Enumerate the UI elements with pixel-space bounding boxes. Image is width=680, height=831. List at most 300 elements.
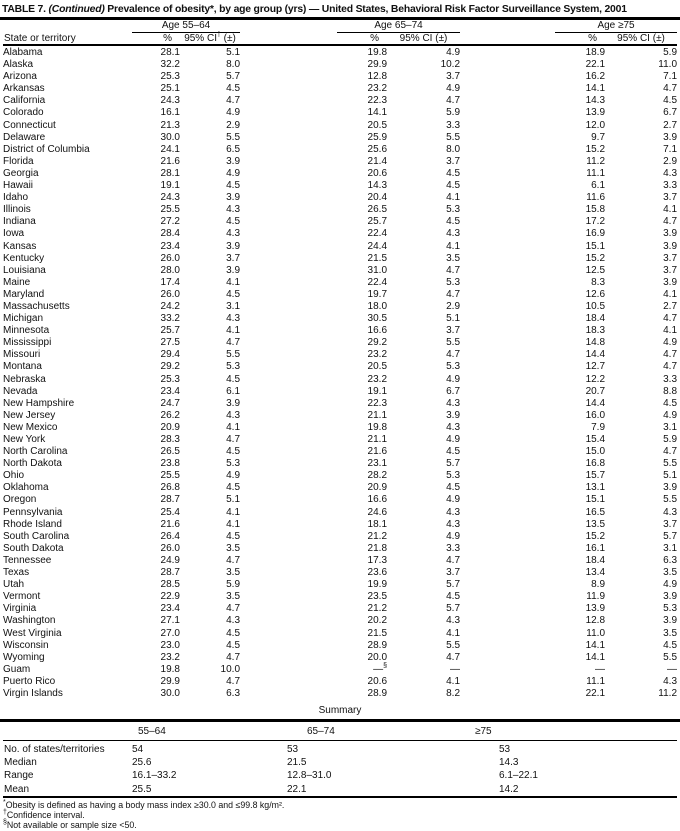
ci-65-74-cell: 3.7 xyxy=(446,71,461,83)
ci-75plus-cell: 6.7 xyxy=(663,107,678,119)
pct-55-64-cell: 26.0 xyxy=(160,542,180,554)
pct-65-74-cell: 23.2 xyxy=(367,349,388,361)
spacer-cell xyxy=(240,458,337,470)
ci-55-64-cell: 3.7 xyxy=(226,252,241,264)
ci-75plus-cell: 3.7 xyxy=(663,252,678,264)
state-cell: Alabama xyxy=(3,47,43,58)
pct-55-64-cell: 28.1 xyxy=(160,47,180,58)
pct-55-64-cell: 25.4 xyxy=(160,506,180,518)
table-row xyxy=(3,132,677,144)
spacer-cell xyxy=(460,640,555,652)
ci-55-64-cell: 4.5 xyxy=(226,180,241,192)
pct-55-64-cell: 22.9 xyxy=(160,591,180,603)
ci-75plus-cell: 4.7 xyxy=(663,83,678,95)
table-row xyxy=(3,216,677,228)
table-row xyxy=(3,470,677,482)
spacer-cell xyxy=(460,253,555,265)
pct-65-74-cell: 24.6 xyxy=(367,506,388,518)
table-row xyxy=(3,398,677,410)
ci-55-64-cell: 6.1 xyxy=(226,385,241,397)
spacer-cell xyxy=(240,519,337,531)
table-row xyxy=(3,688,677,700)
state-cell: New Hampshire xyxy=(3,397,75,409)
pct-65-74-cell: 21.8 xyxy=(367,542,388,554)
ci-55-64-cell: 3.9 xyxy=(226,240,241,252)
state-cell: Iowa xyxy=(3,228,25,240)
pct-65-74-cell: 25.6 xyxy=(367,143,388,155)
ci-65-74-cell: 5.9 xyxy=(446,107,461,119)
summary-header-75plus: ≥75 xyxy=(499,722,677,741)
pct-65-74-cell: 21.5 xyxy=(367,252,388,264)
ci-75plus-cell: 4.7 xyxy=(663,361,678,373)
spacer-cell xyxy=(240,120,337,132)
ci-75plus-cell: 3.9 xyxy=(663,615,678,627)
pct-75plus-cell: 16.5 xyxy=(585,506,606,518)
footnote-not-available: §Not available or sample size <50. xyxy=(3,819,137,831)
ci-55-64-cell: 4.5 xyxy=(226,482,241,494)
pct-65-74-cell: 23.6 xyxy=(367,567,388,579)
pct-55-64-cell: 16.1 xyxy=(160,107,180,119)
spacer-cell xyxy=(460,59,555,71)
state-cell: Idaho xyxy=(3,192,29,204)
summary-55-64-cell: 25.5 xyxy=(132,783,287,797)
ci-55-64-cell: 2.9 xyxy=(226,119,241,131)
spacer-cell xyxy=(240,603,337,615)
state-column-header: State or territory xyxy=(3,33,132,45)
ci-65-74-cell: 3.5 xyxy=(446,252,461,264)
table-row xyxy=(3,652,677,664)
ci-65-74-cell: 4.5 xyxy=(446,167,461,179)
spacer-cell xyxy=(460,374,555,386)
pct-75plus-cell: 11.6 xyxy=(586,192,606,204)
pct-55-64-cell: 29.2 xyxy=(160,361,180,373)
ci-55-64-cell: 4.5 xyxy=(226,373,241,385)
pct-65-74-cell: 21.5 xyxy=(367,627,388,639)
spacer-cell xyxy=(240,482,337,494)
state-cell: Arkansas xyxy=(3,83,45,95)
table-row xyxy=(3,228,677,240)
state-cell: Massachusetts xyxy=(3,300,70,312)
ci-55-64-cell: 10.0 xyxy=(220,663,241,675)
pct-65-74-cell: 21.2 xyxy=(367,530,388,542)
ci-column-header-55-64: 95% CI† (±) xyxy=(180,33,240,45)
pct-65-74-cell: 23.5 xyxy=(367,591,388,603)
pct-75plus-cell: 11.1 xyxy=(586,675,606,687)
pct-55-64-cell: 23.4 xyxy=(160,603,180,615)
state-cell: Rhode Island xyxy=(3,518,62,530)
ci-55-64-cell: 3.9 xyxy=(226,192,241,204)
table-row xyxy=(3,579,677,591)
pct-column-header-75plus: % xyxy=(555,33,605,45)
spacer-cell xyxy=(240,446,337,458)
ci-55-64-cell: 8.0 xyxy=(226,59,241,71)
pct-75plus-cell: 9.7 xyxy=(591,131,606,143)
ci-65-74-cell: 4.9 xyxy=(446,494,461,506)
state-cell: Illinois xyxy=(3,204,31,216)
state-cell: Kentucky xyxy=(3,252,45,264)
pct-65-74-cell: 25.9 xyxy=(367,131,388,143)
spacer-cell xyxy=(240,204,337,216)
pct-65-74-cell: 22.4 xyxy=(367,228,388,240)
ci-75plus-cell: 4.7 xyxy=(663,349,678,361)
ci-75plus-cell: 7.1 xyxy=(663,71,678,83)
ci-55-64-cell: 3.5 xyxy=(226,542,241,554)
spacer-cell xyxy=(460,204,555,216)
ci-55-64-cell: 3.9 xyxy=(226,264,241,276)
pct-75plus-cell: 13.9 xyxy=(585,603,606,615)
state-cell: Colorado xyxy=(3,107,44,119)
ci-55-64-cell: 6.3 xyxy=(226,687,241,699)
age-group-header-row xyxy=(3,20,677,33)
pct-55-64-cell: 33.2 xyxy=(160,313,180,325)
spacer-cell xyxy=(240,664,337,676)
pct-75plus-cell: 11.9 xyxy=(586,591,606,603)
spacer-cell xyxy=(460,676,555,688)
ci-75plus-cell: 3.1 xyxy=(663,542,678,554)
pct-column-header-55-64: % xyxy=(132,33,180,45)
pct-55-64-cell: 24.9 xyxy=(160,554,180,566)
ci-65-74-cell: 6.7 xyxy=(446,385,461,397)
ci-65-74-cell: 5.3 xyxy=(446,361,461,373)
spacer-cell xyxy=(240,349,337,361)
table-row xyxy=(3,59,677,71)
state-cell: Kansas xyxy=(3,240,37,252)
spacer-cell xyxy=(460,446,555,458)
ci-55-64-cell: 4.7 xyxy=(226,603,241,615)
spacer-cell xyxy=(460,325,555,337)
pct-55-64-cell: 25.3 xyxy=(160,71,180,83)
spacer-cell xyxy=(460,95,555,107)
ci-65-74-cell: 3.7 xyxy=(446,567,461,579)
spacer-cell xyxy=(240,192,337,204)
spacer-cell xyxy=(240,107,337,119)
pct-75plus-cell: 7.9 xyxy=(591,421,606,433)
footnote-obesity-definition: *Obesity is defined as having a body mass index ≥30.0 and ≤99.8 kg/m². xyxy=(3,798,285,810)
table-row xyxy=(3,603,677,615)
table-row xyxy=(3,361,677,373)
state-cell: Nebraska xyxy=(3,373,46,385)
ci-75plus-cell: 3.3 xyxy=(663,373,678,385)
spacer-cell xyxy=(460,361,555,373)
ci-75plus-cell: 3.9 xyxy=(663,240,678,252)
pct-75plus-cell: 18.9 xyxy=(585,47,606,58)
spacer-cell xyxy=(460,410,555,422)
summary-table xyxy=(3,722,677,798)
spacer-cell xyxy=(460,507,555,519)
spacer-cell xyxy=(460,519,555,531)
table-row xyxy=(3,446,677,458)
spacer-cell xyxy=(460,482,555,494)
pct-65-74-cell: 26.5 xyxy=(367,204,388,216)
ci-65-74-cell: 3.3 xyxy=(446,119,461,131)
spacer-cell xyxy=(460,579,555,591)
spacer-cell xyxy=(240,71,337,83)
pct-55-64-cell: 24.1 xyxy=(160,143,180,155)
ci-65-74-cell: 4.7 xyxy=(446,288,461,300)
pct-65-74-cell: 24.4 xyxy=(367,240,388,252)
ci-55-64-cell: 5.3 xyxy=(226,458,241,470)
table-row xyxy=(3,313,677,325)
spacer-cell xyxy=(240,216,337,228)
pct-55-64-cell: 26.0 xyxy=(160,288,180,300)
spacer-cell xyxy=(240,688,337,700)
state-cell: Hawaii xyxy=(3,180,34,192)
pct-55-64-cell: 26.8 xyxy=(160,482,180,494)
pct-65-74-cell: 29.2 xyxy=(367,337,388,349)
pct-65-74-cell: 21.4 xyxy=(367,155,388,167)
ci-65-74-cell: 4.7 xyxy=(446,651,461,663)
pct-75plus-cell: 11.2 xyxy=(586,155,606,167)
continued-label: (Continued) xyxy=(48,4,105,15)
ci-75plus-cell: 4.9 xyxy=(663,579,678,591)
pct-55-64-cell: 24.3 xyxy=(160,192,180,204)
pct-55-64-cell: 21.6 xyxy=(160,155,180,167)
pct-65-74-cell: 28.9 xyxy=(367,639,388,651)
pct-55-64-cell: 29.4 xyxy=(160,349,180,361)
spacer-cell xyxy=(460,337,555,349)
state-cell: California xyxy=(3,95,46,107)
pct-75plus-cell: 6.1 xyxy=(591,180,606,192)
table-row xyxy=(3,349,677,361)
table-number: TABLE 7. xyxy=(2,4,46,15)
spacer-cell xyxy=(240,434,337,446)
table-row xyxy=(3,543,677,555)
summary-75plus-cell: 53 xyxy=(499,744,511,756)
pct-65-74-cell: 29.9 xyxy=(367,59,388,71)
ci-65-74-cell: 5.1 xyxy=(446,313,461,325)
ci-75plus-cell: 5.5 xyxy=(663,651,678,663)
state-cell: Maryland xyxy=(3,288,45,300)
spacer-cell xyxy=(240,95,337,107)
ci-65-74-cell: 5.3 xyxy=(446,204,461,216)
table-row xyxy=(3,434,677,446)
pct-75plus-cell: 13.9 xyxy=(585,107,606,119)
section-marker: § xyxy=(3,819,7,827)
pct-55-64-cell: 25.5 xyxy=(160,470,180,482)
ci-65-74-cell: 3.3 xyxy=(446,542,461,554)
ci-55-64-cell: 5.9 xyxy=(226,579,241,591)
table-title xyxy=(0,0,680,20)
pct-55-64-cell: 28.5 xyxy=(160,579,180,591)
state-cell: West Virginia xyxy=(3,627,62,639)
ci-75plus-cell: 4.9 xyxy=(663,337,678,349)
ci-75plus-cell: 4.7 xyxy=(663,313,678,325)
pct-65-74-cell: 23.1 xyxy=(367,458,388,470)
pct-55-64-cell: 26.0 xyxy=(160,252,180,264)
state-cell: Maine xyxy=(3,276,31,288)
ci-65-74-cell: 5.7 xyxy=(446,579,461,591)
ci-55-64-cell: 4.7 xyxy=(226,554,241,566)
footnote-confidence-interval: †Confidence interval. xyxy=(3,809,85,821)
ci-65-74-cell: 4.1 xyxy=(446,627,461,639)
state-cell: South Dakota xyxy=(3,542,64,554)
spacer-cell xyxy=(460,386,555,398)
ci-75plus-cell: 2.9 xyxy=(663,155,678,167)
ci-75plus-cell: 5.9 xyxy=(663,47,678,58)
state-cell: Wyoming xyxy=(3,651,45,663)
state-cell: Wisconsin xyxy=(3,639,49,651)
table-row xyxy=(3,410,677,422)
state-cell: Connecticut xyxy=(3,119,56,131)
summary-row xyxy=(3,741,677,757)
spacer-cell xyxy=(460,398,555,410)
ci-75plus-cell: 4.5 xyxy=(663,397,678,409)
spacer-cell xyxy=(240,410,337,422)
table-row xyxy=(3,567,677,579)
spacer-cell xyxy=(240,555,337,567)
spacer-cell xyxy=(460,591,555,603)
state-cell: North Carolina xyxy=(3,446,68,458)
age-group-55-64-header xyxy=(132,20,240,33)
ci-75plus-cell: 3.9 xyxy=(663,482,678,494)
age-group-75plus-label: Age ≥75 xyxy=(555,20,677,33)
summary-65-74-cell: 53 xyxy=(287,744,299,756)
ci-55-64-cell: 4.5 xyxy=(226,627,241,639)
spacer-cell xyxy=(240,374,337,386)
table-row xyxy=(3,168,677,180)
spacer-cell xyxy=(240,470,337,482)
state-cell: Pennsylvania xyxy=(3,506,63,518)
pct-55-64-cell: 24.3 xyxy=(160,95,180,107)
pct-75plus-cell: 11.0 xyxy=(586,627,606,639)
state-cell: Utah xyxy=(3,579,25,591)
ci-65-74-cell: 4.7 xyxy=(446,349,461,361)
pct-75plus-cell: 14.3 xyxy=(585,95,606,107)
summary-65-74-cell: 22.1 xyxy=(287,783,499,797)
spacer-cell xyxy=(240,652,337,664)
pct-65-74-cell: 30.5 xyxy=(367,313,388,325)
summary-55-64-cell: 54 xyxy=(132,744,144,756)
spacer-cell xyxy=(240,628,337,640)
ci-65-74-cell: 8.0 xyxy=(446,143,461,155)
ci-65-74-cell: 4.1 xyxy=(446,240,461,252)
pct-75plus-cell: 18.4 xyxy=(585,313,606,325)
pct-65-74-cell: 19.9 xyxy=(367,579,388,591)
dagger-marker: † xyxy=(216,31,221,39)
ci-55-64-cell: 4.7 xyxy=(226,337,241,349)
table-row xyxy=(3,204,677,216)
summary-row xyxy=(3,769,677,782)
table-row xyxy=(3,120,677,132)
pct-55-64-cell: 21.3 xyxy=(160,119,180,131)
pct-75plus-cell: 12.0 xyxy=(585,119,606,131)
pct-55-64-cell: 30.0 xyxy=(160,687,180,699)
pct-column-header-65-74: % xyxy=(337,33,387,45)
spacer-cell xyxy=(240,567,337,579)
ci-65-74-cell: 5.3 xyxy=(446,470,461,482)
table-row xyxy=(3,507,677,519)
pct-75plus-cell: 16.8 xyxy=(585,458,606,470)
pct-55-64-cell: 21.6 xyxy=(160,518,180,530)
pct-75plus-cell: 15.2 xyxy=(585,530,606,542)
pct-55-64-cell: 28.0 xyxy=(160,264,180,276)
table-row xyxy=(3,156,677,168)
state-cell: North Dakota xyxy=(3,458,62,470)
ci-65-74-cell: 4.1 xyxy=(446,192,461,204)
table-row xyxy=(3,555,677,567)
ci-55-64-cell: 6.5 xyxy=(226,143,241,155)
ci-55-64-cell: 4.1 xyxy=(226,276,241,288)
ci-65-74-cell: 5.7 xyxy=(446,458,461,470)
pct-55-64-cell: 27.2 xyxy=(160,216,180,228)
pct-75plus-cell: 12.2 xyxy=(585,373,606,385)
ci-75plus-cell: 4.5 xyxy=(663,639,678,651)
spacer-cell xyxy=(240,45,337,59)
ci-75plus-cell: 6.3 xyxy=(663,554,678,566)
summary-row xyxy=(3,783,677,797)
pct-75plus-cell: 14.1 xyxy=(585,83,606,95)
table-row xyxy=(3,386,677,398)
pct-65-74-cell: 20.0 xyxy=(367,651,388,663)
pct-75plus-cell: 16.1 xyxy=(585,542,606,554)
spacer-cell xyxy=(460,603,555,615)
pct-75plus-cell: 8.9 xyxy=(591,579,606,591)
pct-75plus-cell: 20.7 xyxy=(585,385,606,397)
ci-55-64-cell: 4.1 xyxy=(226,518,241,530)
ci-65-74-cell: 4.3 xyxy=(446,228,461,240)
spacer-cell xyxy=(240,277,337,289)
pct-65-74-cell: 20.4 xyxy=(367,192,388,204)
ci-75plus-cell: 2.7 xyxy=(663,300,678,312)
spacer-cell xyxy=(460,168,555,180)
table-row xyxy=(3,277,677,289)
pct-55-64-cell: 26.4 xyxy=(160,530,180,542)
spacer-cell xyxy=(240,59,337,71)
ci-55-64-cell: 5.3 xyxy=(226,361,241,373)
spacer-cell xyxy=(240,398,337,410)
spacer-cell xyxy=(3,20,132,33)
ci-55-64-cell: 3.5 xyxy=(226,591,241,603)
pct-75plus-cell: 12.6 xyxy=(585,288,606,300)
spacer-cell xyxy=(460,241,555,253)
asterisk-marker: * xyxy=(3,798,6,806)
ci-55-64-cell: 4.5 xyxy=(226,639,241,651)
pct-75plus-cell: 15.0 xyxy=(585,446,606,458)
spacer-cell xyxy=(460,688,555,700)
ci-75plus-cell: 4.3 xyxy=(663,167,678,179)
pct-75plus-cell: 18.4 xyxy=(585,554,606,566)
ci-75plus-cell: 5.5 xyxy=(663,494,678,506)
pct-75plus-cell: 14.8 xyxy=(585,337,606,349)
state-cell: Missouri xyxy=(3,349,41,361)
spacer-cell xyxy=(240,289,337,301)
ci-75plus-cell: 4.5 xyxy=(663,95,678,107)
ci-65-74-cell: 5.5 xyxy=(446,337,461,349)
pct-75plus-cell: 16.9 xyxy=(585,228,606,240)
table-row xyxy=(3,531,677,543)
ci-65-74-cell: 2.9 xyxy=(446,300,461,312)
ci-65-74-cell: 4.9 xyxy=(446,530,461,542)
ci-75plus-cell: 5.3 xyxy=(663,603,678,615)
spacer-cell xyxy=(460,422,555,434)
ci-55-64-cell: 5.1 xyxy=(226,494,241,506)
ci-65-74-cell: 4.3 xyxy=(446,615,461,627)
pct-75plus-cell: 15.4 xyxy=(585,434,606,445)
pct-65-74-cell: —§ xyxy=(373,662,388,675)
pct-65-74-cell: 20.5 xyxy=(367,119,388,131)
state-cell: New York xyxy=(3,434,46,445)
ci-65-74-cell: 4.9 xyxy=(446,47,461,58)
ci-55-64-cell: 4.7 xyxy=(226,651,241,663)
ci-75plus-cell: 5.5 xyxy=(663,458,678,470)
spacer-cell xyxy=(240,579,337,591)
ci-75plus-cell: 3.5 xyxy=(663,567,678,579)
table-row xyxy=(3,289,677,301)
state-cell: New Mexico xyxy=(3,421,58,433)
ci-55-64-cell: 4.9 xyxy=(226,107,241,119)
ci-55-64-cell: 4.9 xyxy=(226,167,241,179)
pct-55-64-cell: 23.0 xyxy=(160,639,180,651)
